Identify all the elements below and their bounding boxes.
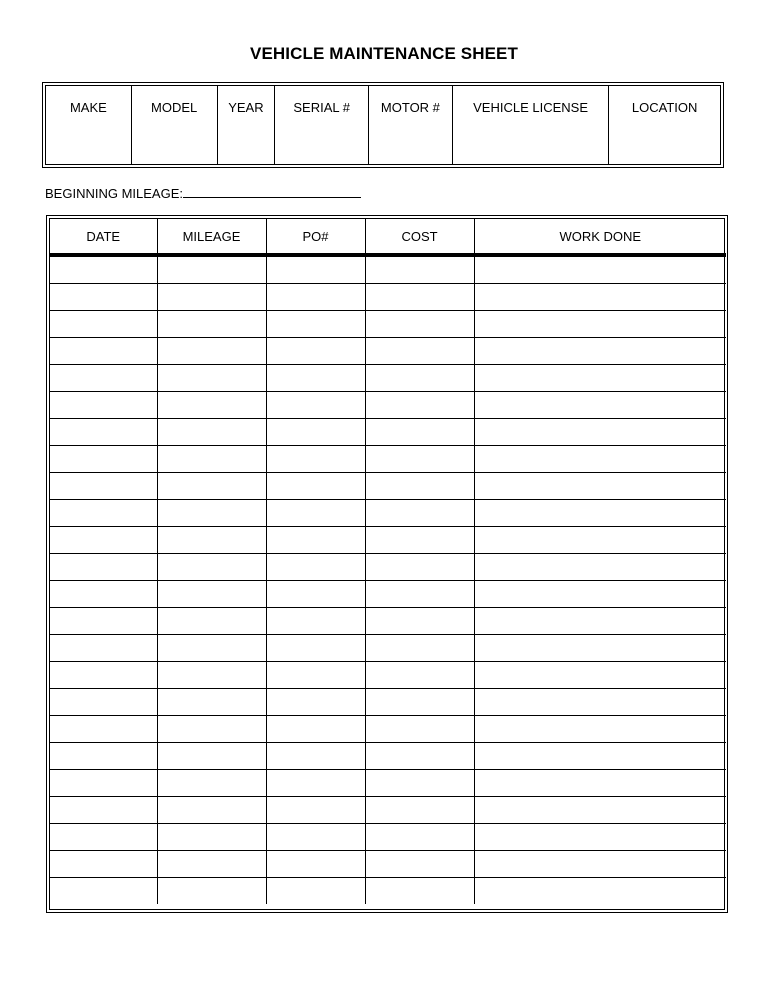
table-cell[interactable] [365, 284, 474, 311]
table-cell[interactable] [266, 662, 365, 689]
table-cell[interactable] [266, 554, 365, 581]
table-cell[interactable] [365, 311, 474, 338]
table-cell[interactable] [266, 878, 365, 905]
table-cell[interactable] [157, 743, 266, 770]
log-header-mileage: MILEAGE [157, 219, 266, 255]
table-row [50, 608, 726, 635]
table-cell[interactable] [365, 770, 474, 797]
table-cell[interactable] [50, 662, 157, 689]
table-cell[interactable] [474, 473, 726, 500]
vehicle-info-label: LOCATION [631, 100, 698, 115]
table-row [50, 255, 726, 284]
table-row [50, 797, 726, 824]
table-row [50, 284, 726, 311]
table-row [50, 689, 726, 716]
table-cell[interactable] [474, 311, 726, 338]
vehicle-info-model[interactable] [132, 86, 218, 164]
table-cell[interactable] [474, 716, 726, 743]
table-cell[interactable] [157, 608, 266, 635]
table-cell[interactable] [474, 662, 726, 689]
vehicle-info-label: MOTOR # [380, 100, 440, 115]
table-cell[interactable] [474, 392, 726, 419]
table-cell[interactable] [157, 851, 266, 878]
table-cell[interactable] [50, 824, 157, 851]
table-cell[interactable] [474, 581, 726, 608]
table-cell[interactable] [50, 608, 157, 635]
table-cell[interactable] [50, 500, 157, 527]
table-cell[interactable] [157, 392, 266, 419]
table-cell[interactable] [365, 797, 474, 824]
vehicle-info-make[interactable] [46, 86, 132, 164]
table-cell[interactable] [266, 581, 365, 608]
table-cell[interactable] [50, 392, 157, 419]
table-cell[interactable] [365, 635, 474, 662]
table-row [50, 851, 726, 878]
table-cell[interactable] [50, 446, 157, 473]
table-cell[interactable] [157, 689, 266, 716]
table-cell[interactable] [157, 365, 266, 392]
table-cell[interactable] [157, 446, 266, 473]
table-cell[interactable] [266, 392, 365, 419]
table-cell[interactable] [50, 878, 157, 905]
vehicle-info-label: VEHICLE LICENSE [473, 100, 588, 115]
beginning-mileage-label: BEGINNING MILEAGE: [45, 186, 183, 201]
table-cell[interactable] [50, 635, 157, 662]
table-cell[interactable] [266, 255, 365, 284]
table-cell[interactable] [157, 419, 266, 446]
table-cell[interactable] [474, 824, 726, 851]
table-cell[interactable] [474, 743, 726, 770]
table-cell[interactable] [50, 473, 157, 500]
table-cell[interactable] [365, 255, 474, 284]
log-header-po: PO# [266, 219, 365, 255]
table-cell[interactable] [157, 338, 266, 365]
table-cell[interactable] [50, 581, 157, 608]
vehicle-info-serial[interactable] [275, 86, 369, 164]
table-cell[interactable] [266, 338, 365, 365]
table-cell[interactable] [266, 716, 365, 743]
table-cell[interactable] [157, 716, 266, 743]
table-cell[interactable] [474, 365, 726, 392]
table-row [50, 392, 726, 419]
table-cell[interactable] [266, 743, 365, 770]
table-cell[interactable] [50, 311, 157, 338]
table-cell[interactable] [266, 770, 365, 797]
beginning-mileage [45, 184, 361, 201]
log-header-date: DATE [50, 219, 157, 255]
table-cell[interactable] [365, 824, 474, 851]
table-cell[interactable] [157, 824, 266, 851]
table-cell[interactable] [50, 338, 157, 365]
table-cell[interactable] [50, 554, 157, 581]
vehicle-info-table-inner [45, 85, 721, 165]
maintenance-log-table-inner [49, 218, 725, 910]
table-row [50, 500, 726, 527]
table-cell[interactable] [365, 851, 474, 878]
table-cell[interactable] [474, 635, 726, 662]
table-cell[interactable] [266, 635, 365, 662]
table-cell[interactable] [474, 446, 726, 473]
table-row [50, 311, 726, 338]
table-cell[interactable] [157, 581, 266, 608]
table-cell[interactable] [157, 770, 266, 797]
table-cell[interactable] [474, 419, 726, 446]
table-cell[interactable] [266, 689, 365, 716]
table-cell[interactable] [266, 824, 365, 851]
table-cell[interactable] [365, 392, 474, 419]
log-header-cost: COST [365, 219, 474, 255]
table-cell[interactable] [365, 527, 474, 554]
table-cell[interactable] [474, 770, 726, 797]
table-cell[interactable] [157, 662, 266, 689]
table-cell[interactable] [365, 338, 474, 365]
table-cell[interactable] [50, 255, 157, 284]
table-cell[interactable] [266, 473, 365, 500]
table-cell[interactable] [266, 284, 365, 311]
table-cell[interactable] [365, 473, 474, 500]
table-cell[interactable] [365, 608, 474, 635]
table-row [50, 338, 726, 365]
table-cell[interactable] [365, 581, 474, 608]
table-cell[interactable] [157, 500, 266, 527]
table-cell[interactable] [365, 419, 474, 446]
table-row [50, 419, 726, 446]
table-cell[interactable] [266, 500, 365, 527]
table-cell[interactable] [365, 716, 474, 743]
beginning-mileage-field[interactable] [183, 184, 361, 198]
table-cell[interactable] [266, 851, 365, 878]
vehicle-info-label: YEAR [228, 100, 264, 115]
table-cell[interactable] [365, 689, 474, 716]
maintenance-log-grid [50, 219, 726, 904]
table-cell[interactable] [474, 527, 726, 554]
table-cell[interactable] [365, 446, 474, 473]
vehicle-info-vehicle-license[interactable] [453, 86, 610, 164]
table-cell[interactable] [365, 662, 474, 689]
vehicle-info-location[interactable] [609, 86, 720, 164]
table-cell[interactable] [157, 473, 266, 500]
table-cell[interactable] [157, 635, 266, 662]
vehicle-info-motor[interactable] [369, 86, 453, 164]
table-cell[interactable] [266, 446, 365, 473]
table-cell[interactable] [266, 365, 365, 392]
table-row [50, 581, 726, 608]
table-cell[interactable] [50, 716, 157, 743]
table-cell[interactable] [365, 743, 474, 770]
table-row [50, 770, 726, 797]
table-cell[interactable] [474, 284, 726, 311]
vehicle-info-year[interactable] [218, 86, 276, 164]
table-row [50, 743, 726, 770]
table-cell[interactable] [50, 284, 157, 311]
table-cell[interactable] [157, 554, 266, 581]
table-cell[interactable] [474, 500, 726, 527]
table-cell[interactable] [157, 284, 266, 311]
table-cell[interactable] [50, 527, 157, 554]
table-cell[interactable] [365, 365, 474, 392]
table-cell[interactable] [50, 851, 157, 878]
table-row [50, 446, 726, 473]
table-cell[interactable] [50, 770, 157, 797]
table-cell[interactable] [474, 554, 726, 581]
table-cell[interactable] [365, 500, 474, 527]
table-cell[interactable] [474, 608, 726, 635]
table-cell[interactable] [474, 689, 726, 716]
log-header-work-done: WORK DONE [474, 219, 726, 255]
vehicle-info-label: SERIAL # [293, 100, 350, 115]
log-header-row [50, 219, 726, 255]
table-cell[interactable] [266, 311, 365, 338]
vehicle-info-table [42, 82, 724, 168]
table-row [50, 716, 726, 743]
table-cell[interactable] [266, 419, 365, 446]
table-cell[interactable] [266, 527, 365, 554]
table-cell[interactable] [266, 608, 365, 635]
table-cell[interactable] [474, 338, 726, 365]
table-cell[interactable] [157, 797, 266, 824]
table-cell[interactable] [157, 527, 266, 554]
table-cell[interactable] [474, 851, 726, 878]
table-cell[interactable] [50, 743, 157, 770]
table-cell[interactable] [474, 255, 726, 284]
sheet-title: VEHICLE MAINTENANCE SHEET [250, 44, 518, 63]
table-cell[interactable] [474, 878, 726, 905]
table-cell[interactable] [365, 554, 474, 581]
vehicle-info-label: MAKE [69, 100, 107, 115]
table-row [50, 635, 726, 662]
table-row [50, 527, 726, 554]
table-cell[interactable] [50, 797, 157, 824]
table-cell[interactable] [266, 797, 365, 824]
table-row [50, 554, 726, 581]
table-cell[interactable] [365, 878, 474, 905]
table-cell[interactable] [474, 797, 726, 824]
table-cell[interactable] [157, 255, 266, 284]
maintenance-log-table [46, 215, 728, 913]
table-row [50, 824, 726, 851]
table-row [50, 878, 726, 905]
table-row [50, 365, 726, 392]
table-row [50, 473, 726, 500]
table-row [50, 662, 726, 689]
table-cell[interactable] [50, 689, 157, 716]
table-cell[interactable] [157, 878, 266, 905]
vehicle-info-label: MODEL [151, 100, 198, 115]
table-cell[interactable] [50, 365, 157, 392]
table-cell[interactable] [50, 419, 157, 446]
table-cell[interactable] [157, 311, 266, 338]
